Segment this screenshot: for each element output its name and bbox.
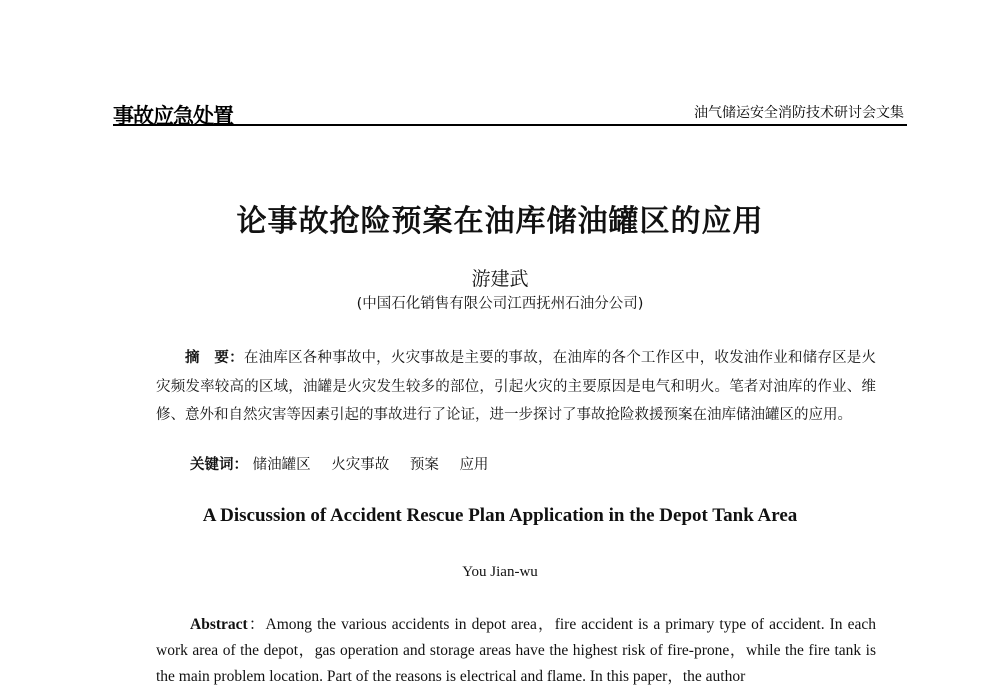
header-divider <box>113 124 907 126</box>
author-cn: 游建武 <box>471 268 529 290</box>
abstract-label-cn: 摘 要： <box>185 350 244 366</box>
affiliation-cn: (中国石化销售有限公司江西抚州石油分公司) <box>356 296 644 312</box>
paper-title-en: A Discussion of Accident Rescue Plan Application in the Depot Tank Area <box>202 505 798 526</box>
abstract-en <box>156 612 876 690</box>
author-en: You Jian-wu <box>462 564 538 580</box>
keywords-cn <box>190 453 504 474</box>
keyword: 火灾事故 <box>331 457 390 473</box>
keyword: 应用 <box>459 457 489 473</box>
abstract-label-en: Abstract <box>190 616 248 633</box>
abstract-text-cn: 在油库区各种事故中，火灾事故是主要的事故，在油库的各个工作区中，收发油作业和储存区是火灾频发率较高的区域，油罐是火灾发生较多的部位，引起火灾的主要原因是电气和明火。笔者对油库的作业、维修、意外和自然灾害等因素引起的事故进行了论证，进一步探讨了事故抢险救援预案在油库储油罐区的应用。 <box>156 350 876 423</box>
paper-title-cn: 论事故抢险预案在油库储油罐区的应用 <box>236 204 764 239</box>
keywords-label-cn: 关键词： <box>190 457 248 473</box>
abstract-text-en: ：Among the various accidents in depot area，fire accident is a primary type of accident. In each work area of the depot，gas operation and storage areas have the highest risk of fire-prone，while the fire tank is the main problem location. Part of the reasons is electrical and flame. In this paper，the author <box>156 616 876 685</box>
running-header-section: 事故应急处置 <box>113 104 233 128</box>
keyword: 储油罐区 <box>252 457 311 473</box>
running-header-collection: 油气储运安全消防技术研讨会文集 <box>694 105 904 121</box>
abstract-cn <box>156 344 876 430</box>
keyword: 预案 <box>409 457 439 473</box>
